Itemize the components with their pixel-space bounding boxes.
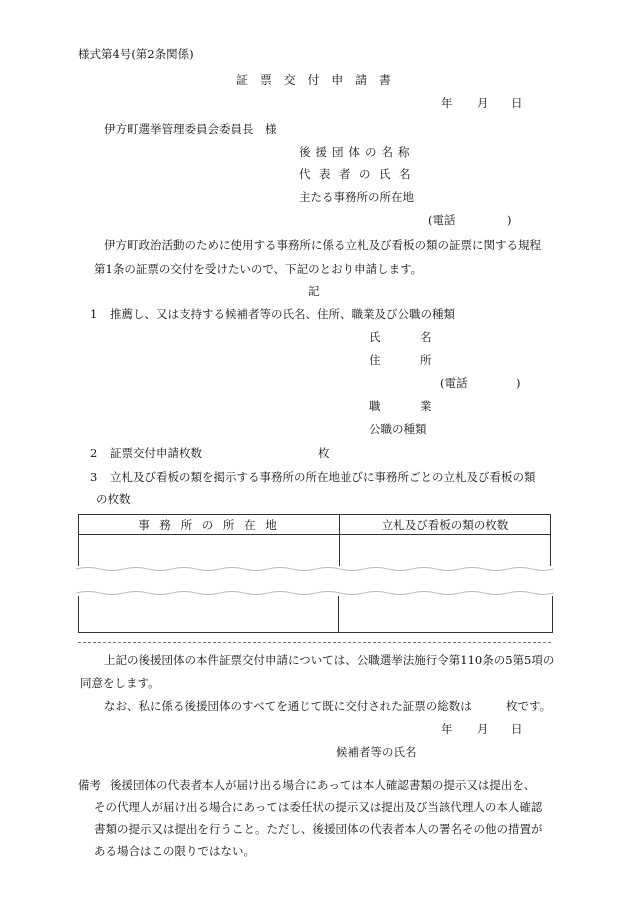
consent-line3-a: なお、私に係る後援団体のすべてを通じて既に交付された証票の総数は: [104, 699, 472, 713]
item-3-text-line2: の枚数: [96, 492, 131, 506]
remarks-line1: 後援団体の代表者本人が届け出る場合にあっては本人確認書類の提示又は提出を、: [110, 778, 536, 792]
body-text-line2: 第1条の証票の交付を受けたいので、下記のとおり申請します。: [94, 262, 423, 276]
candidate-address-label: 住 所: [369, 353, 446, 367]
consent-line2: 同意をします。: [80, 676, 160, 690]
item-3-number: 3: [90, 470, 98, 484]
remarks-label: 備考: [78, 778, 101, 792]
candidate-phone-open: (電話: [440, 376, 468, 390]
page-title: 証 票 交 付 申 請 書: [236, 73, 395, 87]
day-label: 日: [511, 722, 523, 736]
phone-close-label: ): [507, 213, 512, 227]
day-label: 日: [511, 96, 523, 110]
office-type-label: 公職の種類: [369, 422, 427, 436]
item-3-text-line1: 立札及び看板の類を掲示する事務所の所在地並びに事務所ごとの立札及び看板の類: [110, 470, 536, 484]
remarks-line3: 書類の提示又は提出を行うこと。ただし、後援団体の代表者本人の署名その他の措置が: [94, 822, 543, 836]
consent-line1: 上記の後援団体の本件証票交付申請については、公職選挙法施行令第110条の5第5項の: [104, 653, 555, 667]
remarks-line4: ある場合はこの限りではない。: [94, 844, 255, 858]
table-tear-break: [76, 566, 554, 596]
dashed-divider: [78, 642, 551, 643]
form-number: 様式第4号(第2条関係): [78, 47, 194, 61]
table-header-row: [79, 515, 551, 535]
table-header-count: 立札及び看板の類の枚数: [340, 515, 551, 535]
year-label: 年: [441, 96, 453, 110]
item-1-number: 1: [90, 307, 98, 321]
phone-open-label: (電話: [428, 213, 456, 227]
rep-name-label: 代表者の氏名: [299, 167, 419, 181]
office-location-label: 主たる事務所の所在地: [299, 190, 414, 204]
table-column-divider: [338, 596, 339, 632]
item-2-text: 証票交付申請枚数: [110, 446, 202, 460]
item-2-number: 2: [90, 446, 98, 460]
body-text-line1: 伊方町政治活動のために使用する事務所に係る立札及び看板の類の証票に関する規程: [104, 238, 541, 252]
ki-heading: 記: [308, 284, 320, 298]
office-table: [78, 514, 551, 572]
group-name-label: 後援団体の名称: [299, 145, 415, 159]
item-2-unit: 枚: [318, 446, 330, 460]
item-1-text: 推薦し、又は支持する候補者等の氏名、住所、職業及び公職の種類: [110, 307, 455, 321]
candidate-occupation-label: 職 業: [369, 399, 446, 413]
candidate-signature-label: 候補者等の氏名: [336, 745, 417, 759]
candidate-name-label: 氏 名: [369, 330, 446, 344]
table-row: [78, 596, 553, 633]
remarks-line2: その代理人が届け出る場合にあっては委任状の提示又は提出及び当該代理人の本人確認: [94, 800, 543, 814]
year-label: 年: [441, 722, 453, 736]
consent-line3-b: 枚です。: [506, 699, 552, 713]
month-label: 月: [477, 722, 489, 736]
month-label: 月: [477, 96, 489, 110]
candidate-phone-close: ): [516, 376, 521, 390]
addressee: 伊方町選挙管理委員会委員長 様: [104, 122, 277, 136]
table-header-location: 事 務 所 の 所 在 地: [79, 515, 340, 535]
